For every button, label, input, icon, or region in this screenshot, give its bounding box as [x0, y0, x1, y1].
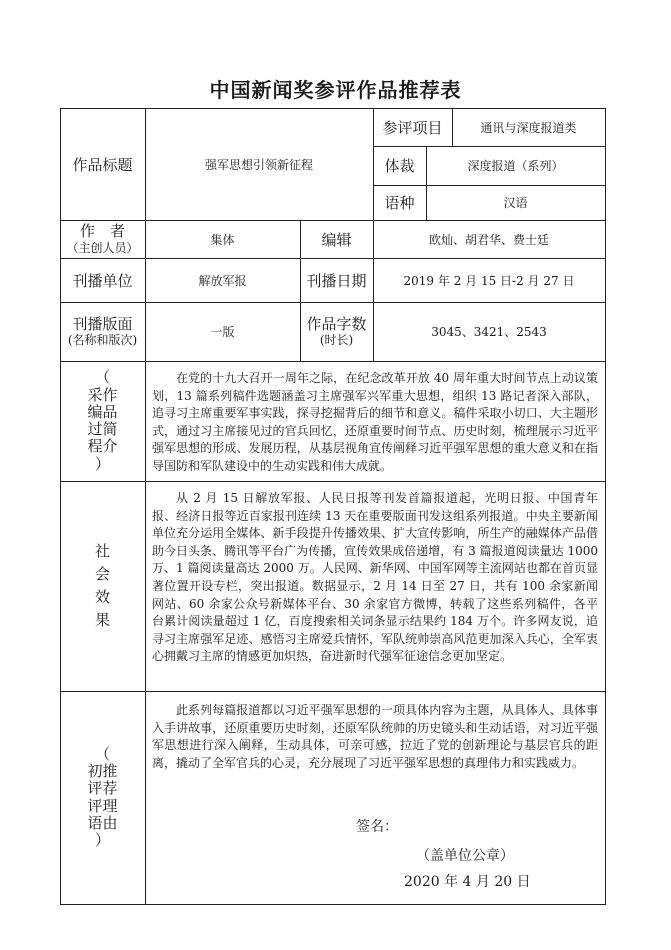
review-label: [60, 691, 145, 904]
process-label-line: ）: [94, 454, 110, 473]
publisher-label: 刊播单位: [72, 271, 133, 290]
word-count-label-group: [300, 302, 373, 361]
author-label-group: [60, 220, 145, 258]
process-label-line: （: [94, 368, 110, 387]
author-sub-label: （主创人员）: [66, 240, 139, 255]
process-label-line: 程介: [87, 437, 118, 456]
page-value: 一版: [210, 325, 235, 339]
recommendation-form-table: [60, 108, 606, 905]
author-value: 集体: [210, 232, 235, 247]
effect-text: 从 2 月 15 日解放军报、人民日报等刊发首篇报道起，光明日报、中国青年报、经济日报等近百家报刊连续 13 天在重要版面刊发这组系列报道。中央主要新闻单位充分运用全媒体、新手段提升传播效果、扩大宣传影响，所生产的融媒体产品借助今日头条、腾讯等平台广为传播，宣传效果成倍递增，有 3 篇报道阅读量达 1000 万、1 篇阅读量高达 2000 万。人民网、新华网、中国军网等主流网站也都在首页显著位置开设专栏，突出报道。数据显示，2 月 14 日至 27 日，共有 100 余家新闻网站、60 余家公众号新媒体平台、30 余家官方微博，转载了这些系列稿件，各平台累计阅读量超过 1 亿，百度搜索相关词条显示结果约 184 万个。许多网友说，追寻习主席强军足迹、感悟习主席爱兵情怀，军队统帅崇高风范更加深入兵心，全军衷心拥戴习主席的情感更加炽热，奋进新时代强军征途信念更加坚定。: [152, 491, 598, 664]
process-label-line: 编品: [87, 402, 118, 421]
seal-label: （盖单位公章）: [416, 848, 514, 864]
process-text: 在党的十九大召开一周年之际，在纪念改革开放 40 周年重大时间节点上动议策划，13 篇系列稿件选题涵盖习主席强军兴军重大思想，组织 13 路记者深入部队，追寻习主席重要军事实践，探寻挖掘背后的细节和意义。稿件采取小切口、大主题形式，通过习主席接见过的官兵回忆，还原重要时间节点、历史时刻，梳理展示习近平强军思想的形成、发展历程，从基层视角宣传阐释习近平强军思想的重大意义和在指导国防和军队建设中的生动实践和伟大成就。: [152, 371, 598, 473]
work-title-value: 强军思想引领新征程: [204, 157, 313, 172]
effect-label-line: 社: [94, 541, 110, 560]
language-label: 语种: [384, 194, 415, 212]
author-label: 作 者: [79, 222, 125, 241]
editor-label: 编辑: [321, 230, 352, 249]
page-sub-label: (名称和版次): [67, 333, 138, 348]
review-text: 此系列每篇报道都以习近平强军思想的一项具体内容为主题，从具体人、具体事入手讲故事，还原重要历史时刻，还原军队统帅的历史镜头和生动话语，对习近平强军思想进行深入阐释，生动具体，可亲可感，拉近了党的创新理论与基层官兵的距离，撬动了全军官兵的心灵，充分展现了习近平强军思想的真理伟力和实践威力。: [152, 703, 598, 770]
review-label-line: 评荐: [87, 779, 118, 798]
review-label-line: 语由: [87, 813, 118, 832]
effect-label-line: 果: [94, 611, 110, 630]
category-label: 参评项目: [382, 118, 443, 137]
effect-label-line: 会: [94, 564, 110, 583]
page-label-group: [60, 302, 145, 361]
review-label-line: （: [94, 744, 110, 763]
table-border-bottom: [60, 904, 606, 905]
word-count-sub-label: (时长): [319, 333, 354, 348]
word-count-value: 3045、3421、2543: [431, 325, 547, 339]
signature-label: 签名：: [356, 819, 398, 835]
category-value: 通讯与深度报道类: [480, 120, 577, 135]
work-title-label: 作品标题: [72, 155, 133, 174]
effect-label: [60, 481, 145, 691]
process-label-line: 采作: [87, 385, 118, 404]
publish-date-value: 2019 年 2 月 15 日-2 月 27 日: [403, 273, 575, 288]
word-count-label: 作品字数: [306, 314, 367, 333]
page-title: 中国新闻奖参评作品推荐表: [209, 78, 462, 102]
review-label-line: 初推: [87, 762, 118, 780]
genre-label: 体裁: [384, 157, 415, 175]
page-label: 刊播版面: [72, 314, 133, 333]
publish-date-label: 刊播日期: [306, 271, 367, 290]
review-label-line: 评理: [87, 796, 118, 815]
process-label-line: 过简: [87, 420, 118, 438]
publisher-value: 解放军报: [198, 273, 247, 288]
language-value: 汉语: [503, 196, 528, 210]
effect-label-line: 效: [94, 588, 110, 606]
genre-value: 深度报道（系列）: [467, 159, 564, 173]
sign-date: 2020 年 4 月 20 日: [404, 874, 531, 890]
process-label: [60, 361, 145, 481]
review-label-line: ）: [94, 831, 110, 849]
editor-value: 欧灿、胡君华、费士廷: [428, 232, 549, 247]
table-border-right: [605, 108, 606, 905]
